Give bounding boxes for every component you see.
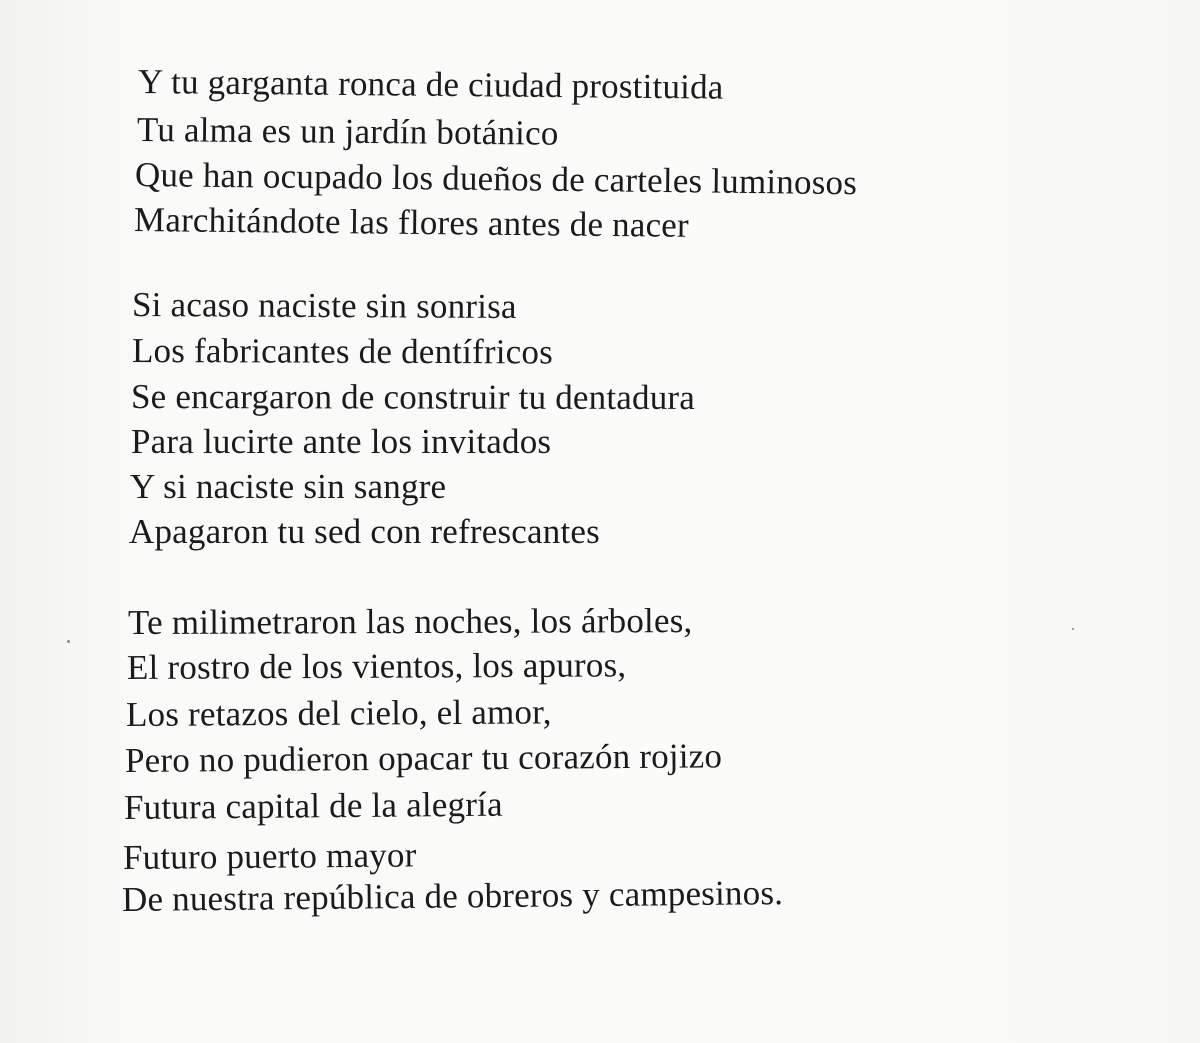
paper-speck xyxy=(67,640,70,643)
poem-line: Tu alma es un jardín botánico xyxy=(136,110,559,153)
poem-line: Que han ocupado los dueños de carteles luminosos xyxy=(134,155,858,203)
poem-line: El rostro de los vientos, los apuros, xyxy=(126,645,627,687)
poem-line: Los retazos del cielo, el amor, xyxy=(125,692,552,734)
poem-line: Para lucirte ante los invitados xyxy=(131,422,552,461)
paper-speck xyxy=(1072,628,1074,630)
poem-line: Y tu garganta ronca de ciudad prostituida xyxy=(137,62,724,107)
poem-line: Te milimetraron las noches, los árboles, xyxy=(127,601,693,642)
poem-line: Los fabricantes de dentífricos xyxy=(131,331,554,372)
poem-line: De nuestra república de obreros y campesinos. xyxy=(121,873,784,919)
poem-line: Pero no pudieron opacar tu corazón rojizo xyxy=(124,736,723,780)
poem-line: Y si naciste sin sangre xyxy=(130,467,447,506)
poem-line: Apagaron tu sed con refrescantes xyxy=(129,512,600,551)
poem-line: Futura capital de la alegría xyxy=(123,784,503,827)
poem-line: Si acaso naciste sin sonrisa xyxy=(131,285,517,327)
poem-line: Futuro puerto mayor xyxy=(122,835,417,877)
poem-line: Marchitándote las flores antes de nacer xyxy=(133,200,690,245)
poem-line: Se encargaron de construir tu dentadura xyxy=(130,377,696,417)
